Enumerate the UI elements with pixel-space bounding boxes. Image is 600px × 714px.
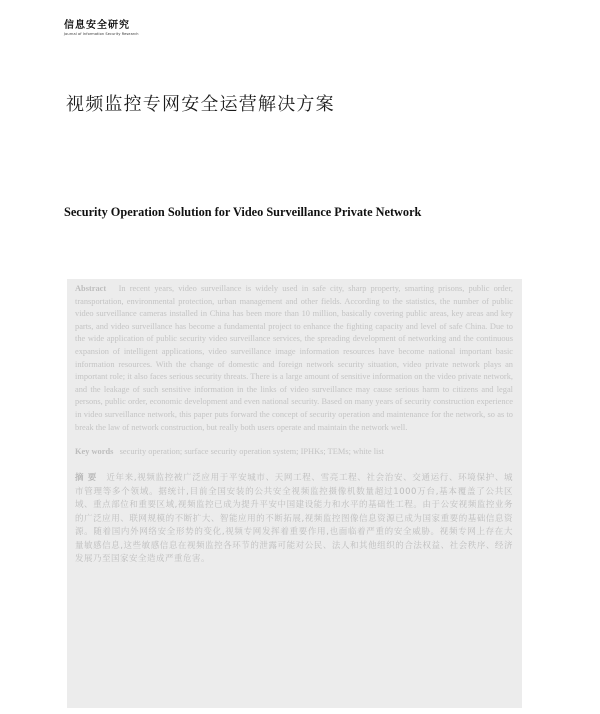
journal-header [64, 20, 139, 37]
abstract-label: Abstract [75, 284, 107, 293]
abstract-text-cn: 近年来,视频监控被广泛应用于平安城市、天网工程、雪亮工程、社会治安、交通运行、环境保护、城市管理等多个领域。据统计,目前全国安装的公共安全视频监控摄像机数量超过1000万台,基本覆盖了公共区域、重点部位和重要区域,视频监控已成为提升平安中国建设能力和水平的基础性工程。由于公安视频监控业务的广泛应用、联网规模的不断扩大、智能应用的不断拓展,视频监控图像信息资源已成为国家重要的基础信息资源。随着国内外网络安全形势的变化,视频专网发挥着重要作用,也面临着严重的安全威胁。视频专网上存在大量敏感信息,这些敏感信息在视频监控各环节的泄露可能对公民、法人和其他组织的合法权益、社会秩序、经济发展乃至国家安全造成严重危害。 [75, 473, 513, 565]
abstract-en [75, 283, 513, 434]
abstract-text: In recent years, video surveillance is widely used in safe city, sharp property, smarting prisons, public order, transportation, environmental protection, urban management and other fields. According to the statistics, the number of public video surveillance cameras installed in China has been more than 10 million, basically covering public areas, key areas and key parts, and video surveillance has become a fundamental project to enhance the fighting capacity and level of safe China. Due to the wide application of public security video surveillance services, the spreading development of networking and the continuous expansion of intelligent applications, video surveillance image information resources have become national important basic information resources. With the change of domestic and foreign network security situation, video private network plays an important role; it also faces serious security threats. There is a large amount of sensitive information on the video private network, and the leakage of such sensitive information in the links of video surveillance may cause serious harm to citizens and legal persons, public order, economic development and even national security. Based on many years of security construction experience in video surveillance network, this paper puts forward the concept of security operation and maintenance for the network, so as to break the law of network construction, but really both users operate and maintain the network well. [75, 284, 514, 432]
keywords-label: Key words [75, 447, 114, 457]
abstract-label-cn: 摘 要 [75, 473, 97, 484]
keywords [75, 446, 513, 458]
paper-title-cn: 视频监控专网安全运营解决方案 [66, 94, 335, 115]
abstract-cn [75, 472, 513, 567]
journal-name-cn: 信息安全研究 [64, 20, 130, 31]
journal-name-en: Journal of Information Security Research [64, 32, 139, 36]
abstract-box [67, 279, 522, 708]
paper-title-en: Security Operation Solution for Video Surveillance Private Network [64, 205, 422, 219]
keywords-text: security operation; surface security operation system; IPHKs; TEMs; white list [119, 447, 384, 457]
